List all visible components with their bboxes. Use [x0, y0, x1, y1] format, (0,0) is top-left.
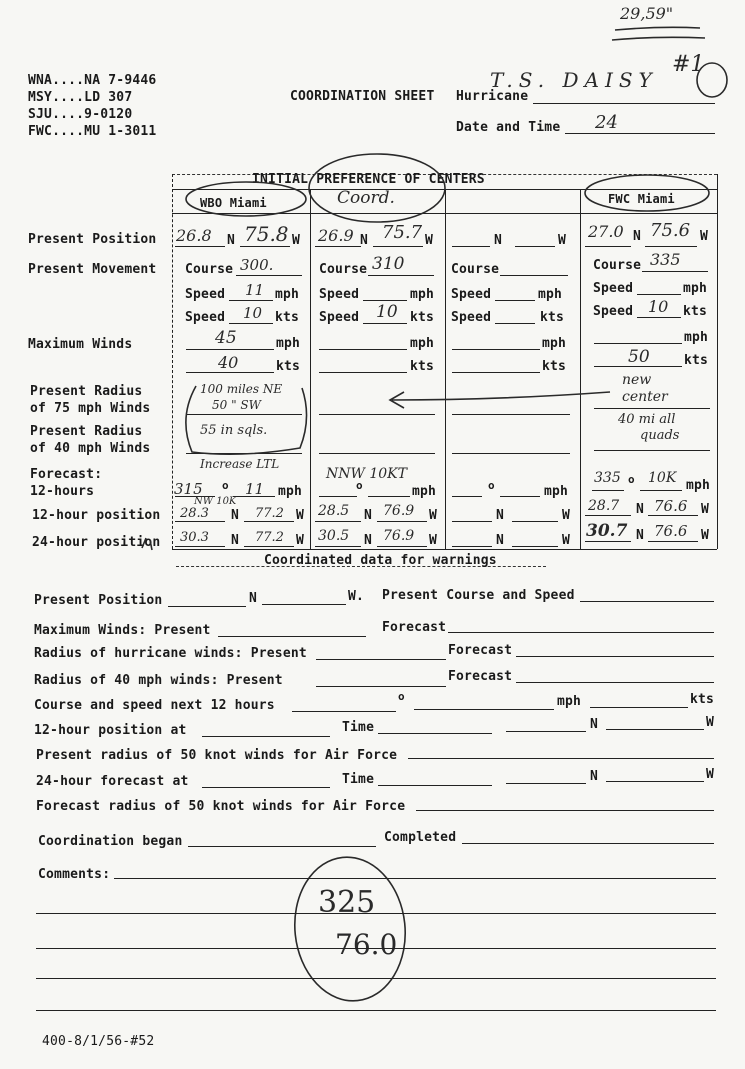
col3-max-kts-unit: kts	[542, 359, 567, 374]
row-label-radius75-line2: of 75 mph Winds	[30, 401, 151, 416]
fwc-radius75-line	[594, 408, 710, 409]
col3-speed-kts-line	[495, 323, 535, 324]
lower-12hr-w-line	[606, 729, 704, 730]
col3-speed-mph-unit: mph	[538, 287, 563, 302]
wbo-pos-w-value: 75.8	[244, 222, 289, 246]
lower-speed-mph-unit: mph	[557, 694, 582, 709]
wbo-speed-mph-unit: mph	[275, 287, 300, 302]
coord-course-line	[368, 275, 434, 276]
coord-speed-mph-label: Speed	[319, 287, 360, 302]
lower-coordination-began-line	[188, 846, 376, 847]
lower-speed-kts-unit: kts	[690, 692, 715, 707]
fwc-speed-mph-line	[637, 294, 681, 295]
coord-pos24-n-unit: N	[364, 533, 373, 548]
date-time-label: Date and Time	[456, 120, 561, 135]
wbo-pos-w-unit: W	[292, 233, 301, 248]
fwc-radius40-value: 40 mi all	[618, 412, 676, 427]
fwc-pos24-w-unit: W	[701, 528, 710, 543]
comments-line-2	[36, 913, 716, 914]
comments-line-4	[36, 978, 716, 979]
fwc-fc-dir-line	[592, 490, 624, 491]
fwc-speed-kts-line	[637, 317, 681, 318]
col3-speed-kts-label: Speed	[451, 310, 492, 325]
fwc-pos24-w-line	[648, 541, 698, 542]
lower-max-winds-label: Maximum Winds: Present	[34, 623, 211, 638]
fwc-course-line	[642, 271, 708, 272]
wbo-max-mph-value: 45	[215, 328, 237, 348]
col3-pos-n-line	[452, 246, 490, 247]
lower-speed-kts-line	[590, 707, 688, 708]
lower-radius50-af-line	[408, 758, 714, 759]
new-center-arrow-head	[390, 392, 404, 408]
coord-pos-n-line	[315, 246, 361, 247]
lower-radius-40-forecast-line	[516, 682, 714, 683]
col3-radius75-line	[452, 414, 570, 415]
fwc-pos24-n-line	[585, 541, 631, 542]
coord-pos12-n-unit: N	[364, 508, 373, 523]
wbo-pos12-w-line	[244, 521, 294, 522]
fwc-radius-note-new: new	[622, 372, 652, 388]
wbo-course-label: Course	[185, 262, 234, 277]
table-title: INITIAL PREFERENCE OF CENTERS	[252, 172, 485, 187]
fwc-pos-w-unit: W	[700, 229, 709, 244]
wbo-speed-kts-unit: kts	[275, 310, 300, 325]
wbo-pos24-w-line	[244, 546, 294, 547]
wbo-radius75-value-2: 50 " SW	[212, 398, 261, 412]
col3-fc-mph-unit: mph	[544, 484, 569, 499]
column-header-coord: Coord.	[337, 188, 395, 208]
fwc-radius40-value-2: quads	[640, 428, 680, 443]
lower-present-position-n: N	[249, 591, 258, 606]
lower-24hr-w-line	[606, 781, 704, 782]
lower-radius50-af-label: Present radius of 50 knot winds for Air Force	[36, 748, 398, 763]
col3-fc-degree: o	[488, 479, 495, 492]
lower-completed-label: Completed	[384, 830, 457, 845]
col3-pos24-w-line	[512, 546, 558, 547]
fwc-radius40-line	[594, 450, 710, 451]
fwc-max-mph-line	[594, 343, 682, 344]
lower-24hr-n-line	[506, 783, 586, 784]
col3-max-mph-line	[452, 349, 540, 350]
lower-12hr-time-line	[378, 733, 492, 734]
lower-radius-hurricane-forecast-label: Forecast	[448, 643, 513, 658]
fwc-max-kts-unit: kts	[684, 353, 709, 368]
wbo-radius75-value: 100 miles NE	[200, 382, 283, 396]
wbo-max-kts-line	[186, 372, 274, 373]
row-label-present-position: Present Position	[28, 232, 157, 247]
wbo-forecast-note: Increase LTL	[200, 457, 280, 471]
coord-pos-w-unit: W	[425, 233, 434, 248]
lower-present-course-label: Present Course and Speed	[382, 588, 575, 603]
comments-circled-value-2: 76.0	[335, 928, 398, 961]
lower-12hr-position-label: 12-hour position at	[34, 723, 187, 738]
col3-speed-kts-unit: kts	[540, 310, 565, 325]
wbo-pos-n-value: 26.8	[176, 226, 212, 245]
lower-speed-mph-line	[414, 709, 554, 710]
col3-pos-w-unit: W	[558, 233, 567, 248]
coord-pos12-w-value: 76.9	[383, 503, 415, 519]
coord-radius75-line	[319, 414, 435, 415]
fwc-speed-mph-label: Speed	[593, 281, 634, 296]
wbo-pos24-n-unit: N	[231, 533, 240, 548]
wbo-pos-w-line	[240, 246, 290, 247]
coord-course-label: Course	[319, 262, 368, 277]
form-number: 400-8/1/56-#52	[42, 1034, 155, 1049]
lower-present-position-w-line	[262, 604, 346, 605]
comments-line-3	[36, 948, 716, 949]
lower-course-speed-label: Course and speed next 12 hours	[34, 698, 275, 713]
wbo-max-kts-unit: kts	[276, 359, 301, 374]
fwc-pos24-n-unit: N	[636, 528, 645, 543]
wbo-pos12-note: NW 10K	[194, 496, 237, 507]
wbo-radius40-value: 55 in sqls.	[200, 423, 268, 438]
wbo-radius-bracket	[186, 386, 307, 454]
coord-speed-kts-label: Speed	[319, 310, 360, 325]
lower-forecast-radius50-label: Forecast radius of 50 knot winds for Air Force	[36, 799, 406, 814]
fwc-pos-n-value: 27.0	[588, 222, 624, 241]
wbo-radius75-line	[186, 414, 302, 415]
wbo-pos24-w-unit: W	[296, 533, 305, 548]
fwc-radius-note-center: center	[622, 389, 668, 405]
office-code-msy: MSY....LD 307	[28, 90, 133, 105]
fwc-course-value: 335	[650, 250, 681, 269]
hurricane-name-value: T.S. DAISY	[490, 68, 658, 92]
lower-radius-40-line	[316, 686, 446, 687]
fwc-pos12-w-value: 76.6	[654, 497, 688, 515]
storm-number-annotation: #1	[672, 52, 705, 77]
row-label-radius40-line2: of 40 mph Winds	[30, 441, 151, 456]
wbo-speed-kts-value: 10	[243, 304, 263, 322]
coord-fc-degree: o	[356, 479, 363, 492]
col3-speed-mph-label: Speed	[451, 287, 492, 302]
col3-pos-w-line	[515, 246, 555, 247]
wbo-pos24-n-value: 30.3	[180, 530, 209, 545]
coord-speed-kts-unit: kts	[410, 310, 435, 325]
wbo-speed-mph-label: Speed	[185, 287, 226, 302]
lower-radius-hurricane-forecast-line	[516, 656, 714, 657]
office-code-wna: WNA....NA 7-9446	[28, 73, 157, 88]
lower-radius-hurricane-label: Radius of hurricane winds: Present	[34, 646, 307, 661]
row-label-radius75-line1: Present Radius	[30, 384, 143, 399]
coord-pos-w-line	[373, 246, 423, 247]
lower-12hr-n-unit: N	[590, 717, 599, 732]
table-left-border	[172, 174, 173, 549]
coord-pos-n-unit: N	[360, 233, 369, 248]
wbo-fc-degree: o	[222, 479, 229, 492]
wbo-pos12-w-value: 77.2	[255, 506, 284, 521]
fwc-speed-kts-unit: kts	[683, 304, 708, 319]
coord-pos24-w-unit: W	[429, 533, 438, 548]
date-time-line	[565, 133, 715, 134]
coord-max-mph-line	[319, 349, 407, 350]
date-time-value: 24	[595, 112, 618, 133]
row-label-radius40-line1: Present Radius	[30, 424, 143, 439]
fwc-pos24-n-value: 30.7	[586, 521, 628, 541]
lower-12hr-time-label: Time	[342, 720, 375, 735]
row-label-present-movement: Present Movement	[28, 262, 157, 277]
row-label-12-hours: 12-hours	[30, 484, 95, 499]
lower-12hr-position-line	[202, 736, 330, 737]
wbo-fc-mph-unit: mph	[278, 484, 303, 499]
lower-24hr-forecast-label: 24-hour forecast at	[36, 774, 189, 789]
top-handwritten-note: 29,59"	[620, 4, 674, 23]
col3-pos24-w-unit: W	[562, 533, 571, 548]
lower-max-winds-forecast-label: Forecast	[382, 620, 447, 635]
office-code-sju: SJU....9-0120	[28, 107, 133, 122]
col3-pos-n-unit: N	[494, 233, 503, 248]
fwc-fc-speed-line	[640, 490, 682, 491]
lower-12hr-n-line	[506, 731, 586, 732]
row-label-12-hour-position: 12-hour position	[32, 508, 161, 523]
lower-present-position-n-line	[168, 606, 246, 607]
comments-line-1	[114, 878, 716, 879]
lower-course-line	[292, 711, 396, 712]
wbo-speed-mph-line	[229, 300, 273, 301]
comments-line-5	[36, 1010, 716, 1011]
coord-pos24-w-line	[377, 546, 427, 547]
top-note-underline	[612, 27, 705, 40]
wbo-pos12-w-unit: W	[296, 508, 305, 523]
wbo-pos-n-line	[175, 246, 225, 247]
coord-max-mph-unit: mph	[410, 336, 435, 351]
col3-speed-mph-line	[495, 300, 535, 301]
col3-fc-dir-line	[452, 496, 482, 497]
coord-speed-kts-line	[363, 323, 407, 324]
lower-12hr-w-unit: W	[706, 715, 715, 730]
fwc-pos-w-line	[645, 246, 697, 247]
column-divider-1	[310, 189, 311, 549]
wbo-pos12-n-value: 28.3	[180, 506, 209, 521]
fwc-fc-speed-value: 10K	[648, 470, 677, 486]
wbo-course-value: 300.	[240, 256, 274, 274]
lower-course-degree: o	[398, 690, 405, 703]
lower-24hr-forecast-line	[202, 787, 330, 788]
fwc-speed-mph-unit: mph	[683, 281, 708, 296]
wbo-radius40-line	[186, 453, 302, 454]
hurricane-label: Hurricane	[456, 89, 529, 104]
col3-course-label: Course	[451, 262, 500, 277]
fwc-pos12-n-value: 28.7	[588, 498, 620, 514]
wbo-speed-kts-line	[229, 323, 273, 324]
lower-max-winds-line	[218, 636, 366, 637]
lower-coordination-began-label: Coordination began	[38, 834, 183, 849]
wbo-pos12-n-unit: N	[231, 508, 240, 523]
wbo-pos12-n-line	[175, 521, 225, 522]
coord-forecast-text: NNW 10KT	[326, 466, 407, 482]
lower-radius-hurricane-line	[316, 659, 446, 660]
coord-pos-n-value: 26.9	[318, 226, 354, 245]
fwc-pos-n-unit: N	[633, 229, 642, 244]
coord-speed-mph-line	[363, 300, 407, 301]
fwc-pos-n-line	[585, 246, 631, 247]
hurricane-name-line	[533, 103, 715, 104]
fwc-pos-w-value: 75.6	[650, 220, 691, 241]
col3-pos12-n-unit: N	[496, 508, 505, 523]
coordinated-data-heading: Coordinated data for warnings	[264, 553, 497, 568]
col3-pos12-n-line	[452, 521, 492, 522]
lower-present-position-label: Present Position	[34, 593, 163, 608]
wbo-max-mph-unit: mph	[276, 336, 301, 351]
col3-max-mph-unit: mph	[542, 336, 567, 351]
wbo-max-kts-value: 40	[218, 353, 239, 372]
wbo-speed-mph-value: 11	[245, 281, 265, 299]
col3-pos12-w-unit: W	[562, 508, 571, 523]
col3-radius40-line	[452, 453, 570, 454]
table-bottom-line	[172, 549, 717, 550]
fwc-speed-kts-label: Speed	[593, 304, 634, 319]
wbo-max-mph-line	[186, 349, 274, 350]
coord-pos12-w-line	[377, 521, 427, 522]
col3-course-line	[500, 275, 568, 276]
column-header-wbo-miami: WBO Miami	[200, 196, 267, 210]
wbo-pos24-w-value: 77.2	[255, 530, 284, 545]
fwc-pos24-w-value: 76.6	[654, 522, 688, 540]
table-right-border	[717, 174, 718, 549]
fwc-fc-dir-value: 335	[594, 470, 621, 486]
coord-speed-kts-value: 10	[376, 302, 398, 322]
lower-24hr-w-unit: W	[706, 767, 715, 782]
coord-pos12-n-value: 28.5	[318, 503, 350, 519]
new-center-arrow-line	[392, 392, 610, 400]
coord-pos24-n-value: 30.5	[318, 528, 350, 544]
lower-24hr-n-unit: N	[590, 769, 599, 784]
sheet-title: COORDINATION SHEET	[290, 89, 435, 104]
fwc-course-label: Course	[593, 258, 642, 273]
lower-present-course-line	[580, 601, 714, 602]
col3-pos12-w-line	[512, 521, 558, 522]
lower-24hr-time-label: Time	[342, 772, 375, 787]
col3-pos24-n-unit: N	[496, 533, 505, 548]
comments-circled-value-1: 325	[318, 885, 376, 920]
col3-fc-speed-line	[500, 496, 540, 497]
column-divider-3	[580, 189, 581, 549]
column-header-fwc-miami: FWC Miami	[608, 192, 675, 206]
coord-pos12-w-unit: W	[429, 508, 438, 523]
fwc-pos12-w-line	[648, 515, 698, 516]
office-code-fwc: FWC....MU 1-3011	[28, 124, 157, 139]
coord-speed-mph-unit: mph	[410, 287, 435, 302]
coord-max-kts-line	[319, 372, 407, 373]
col3-pos24-n-line	[452, 546, 492, 547]
row-label-forecast: Forecast:	[30, 467, 103, 482]
lower-radius-40-label: Radius of 40 mph winds: Present	[34, 673, 283, 688]
column-divider-2	[445, 189, 446, 549]
col3-max-kts-line	[452, 372, 540, 373]
coord-pos-w-value: 75.7	[382, 222, 423, 243]
wbo-pos-n-unit: N	[227, 233, 236, 248]
wbo-pos24-n-line	[175, 546, 225, 547]
wbo-fc-dir-value: 315	[174, 480, 203, 498]
fwc-pos12-n-unit: N	[636, 502, 645, 517]
lower-radius-40-forecast-label: Forecast	[448, 669, 513, 684]
coord-radius40-line	[319, 453, 435, 454]
wbo-fc-speed-value: 11	[245, 480, 265, 498]
coord-course-value: 310	[372, 254, 405, 274]
row-label-maximum-winds: Maximum Winds	[28, 337, 133, 352]
fwc-pos12-n-line	[585, 515, 631, 516]
wbo-speed-kts-label: Speed	[185, 310, 226, 325]
lower-comments-label: Comments:	[38, 867, 111, 882]
fwc-pos12-w-unit: W	[701, 502, 710, 517]
fwc-max-kts-value: 50	[628, 347, 650, 367]
fwc-fc-degree: o	[628, 473, 635, 486]
lower-max-winds-forecast-line	[448, 632, 714, 633]
coord-max-kts-unit: kts	[410, 359, 435, 374]
fwc-max-mph-unit: mph	[684, 330, 709, 345]
lower-present-position-w: W.	[348, 589, 365, 604]
coord-fc-dir-line	[319, 496, 357, 497]
coord-pos24-n-line	[315, 546, 361, 547]
lower-forecast-radius50-line	[416, 810, 714, 811]
row-label-24-hour-position: 24-hour position	[32, 535, 161, 550]
fwc-speed-kts-value: 10	[648, 297, 669, 316]
wbo-course-line	[236, 275, 302, 276]
coord-fc-speed-line	[368, 496, 410, 497]
fwc-fc-mph-unit: mph	[686, 478, 711, 493]
lower-24hr-time-line	[378, 785, 492, 786]
coord-pos12-n-line	[315, 521, 361, 522]
coord-fc-mph-unit: mph	[412, 484, 437, 499]
coord-pos24-w-value: 76.9	[383, 528, 415, 544]
lower-completed-line	[462, 843, 714, 844]
